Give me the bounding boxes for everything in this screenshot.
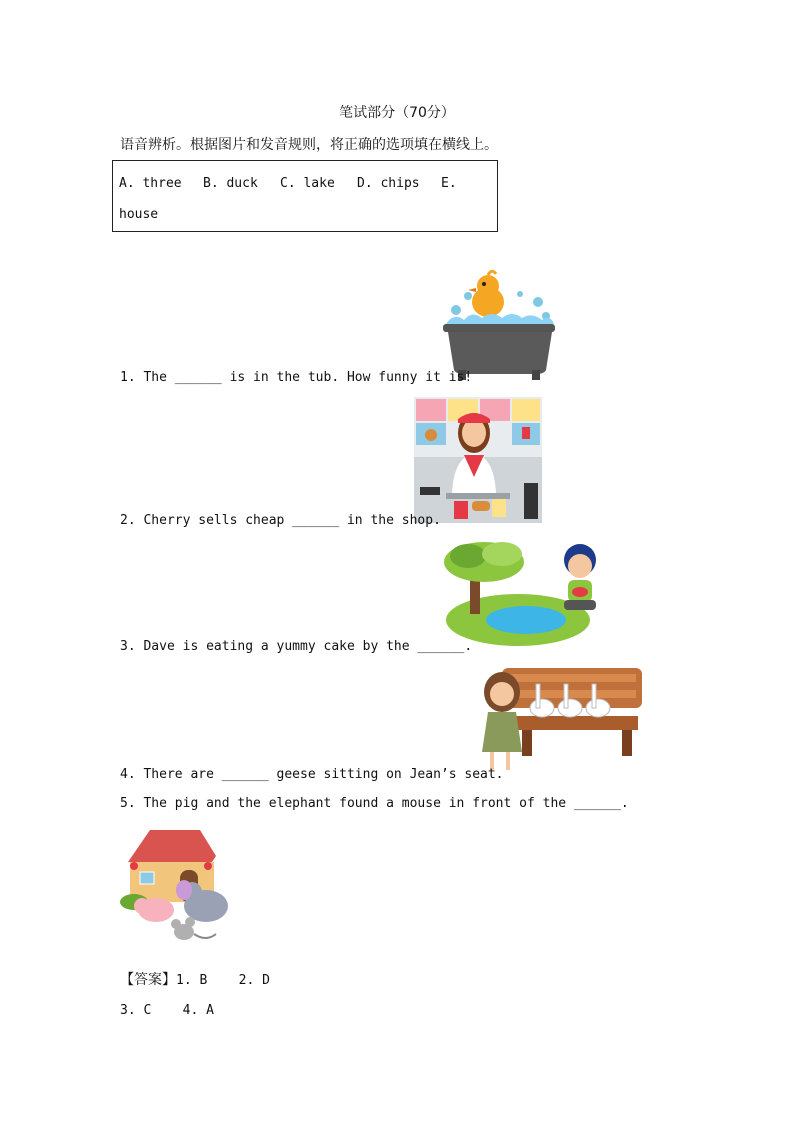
option-e-word: house (119, 207, 159, 222)
options-box (112, 160, 498, 232)
question-2: 2. Cherry sells cheap ______ in the shop. (120, 513, 441, 528)
house-animals-illustration (120, 826, 236, 950)
option-b: B. duck (203, 176, 258, 191)
fast-food-shop-illustration (414, 397, 542, 523)
option-c: C. lake (280, 176, 335, 191)
question-4: 4. There are ______ geese sitting on Jean’s seat. (120, 767, 504, 782)
answer-label: 【答案】 (120, 972, 176, 988)
option-d: D. chips (357, 176, 420, 191)
option-a: A. three (119, 176, 182, 191)
answer-line-1 (120, 969, 270, 989)
question-5: 5. The pig and the elephant found a mouse in front of the ______. (120, 796, 629, 811)
page-title: 笔试部分（70分） (339, 105, 455, 121)
option-e: E. (441, 176, 457, 191)
question-1: 1. The ______ is in the tub. How funny it is! (120, 370, 473, 385)
question-3: 3. Dave is eating a yummy cake by the ______. (120, 639, 473, 654)
duck-in-tub-illustration (440, 266, 560, 382)
boy-by-lake-illustration (444, 540, 612, 650)
girl-geese-bench-illustration (474, 666, 646, 778)
instruction-text: 语音辨析。根据图片和发音规则，将正确的选项填在横线上。 (120, 137, 498, 153)
answer-values-1: 1. B 2. D (176, 973, 270, 988)
answer-line-2: 3. C 4. A (120, 1003, 214, 1018)
